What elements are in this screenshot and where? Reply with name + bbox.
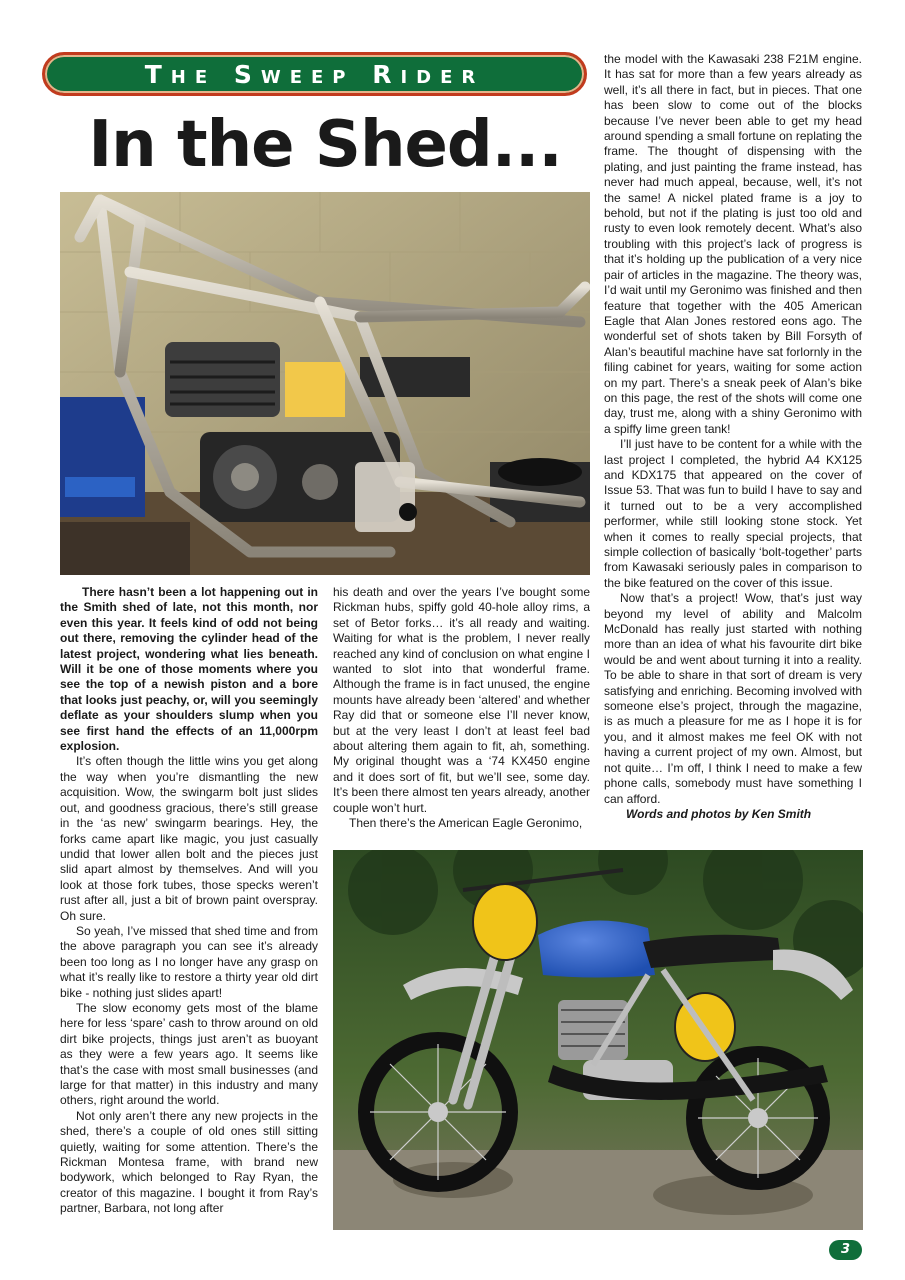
motorcycle-photo-illustration	[333, 850, 863, 1230]
photo-credit: Words and photos by Ken Smith	[626, 806, 812, 821]
article-column-3	[604, 52, 862, 822]
frame-photo	[60, 192, 590, 575]
page-number: 3	[829, 1240, 862, 1260]
section-banner	[42, 52, 587, 96]
paragraph: the model with the Kawasaki 238 F21M engine. It has sat for more than a few years already as well, it’s all there in fact, but in pieces. That one has been slow to come out of the blocks because I’ve never been able to get my head around spending a small fortune on replating the frame. The thought of dispensing with the plating, and just painting the frame instead, has never had much appeal, because, well, it’s not the same! A nickel plated frame is a joy to behold, but not if the plating is just too old and rusty to even look remotely decent. What’s also troubling with this project’s lack of progress is that it’s holding up the publication of a very nice pair of articles in the magazine. The theory was, I’d wait until my Geronimo was finished and then feature that together with the 405 American Eagle that Alan Jones restored eons ago. The wonderful set of shots taken by Bill Forsyth of Alan’s beautiful machine have sat forlornly in the filing cabinet for years, waiting for some action on my part. There’s a sneak peek of Alan’s bike on this page, the rest of the shots will come one day, trust me, along with a shiny Geronimo with a spiffy lime green tank!	[604, 52, 862, 436]
lead-paragraph: There hasn’t been a lot happening out in the Smith shed of late, not this month, nor even this year. It feels kind of odd not being out there, removing the cylinder head of the latest project, wondering what lies beneath. Will it be one of those moments where you see the top of a newish piston and a bore that looks just peachy, or, will you seemingly deflate as your shoulders slump when you see first hand the effects of an 11,000rpm explosion.	[60, 585, 318, 754]
paragraph: The slow economy gets most of the blame here for less ‘spare’ cash to throw around on old dirt bike projects, things just aren’t as buoyant as they were a few years ago. It seems like that’s the case with most small businesses (and large for that matter) in this industry and many others, right around the world.	[60, 1000, 318, 1108]
paragraph: Then there’s the American Eagle Geronimo,	[349, 816, 583, 831]
paragraph: Now that’s a project! Wow, that’s just way beyond my level of ability and Malcolm McDonald has really just started with nothing more than an idea of what his favourite dirt bike would be and went about turning it into a reality. To be able to share in that sort of dream is very satisfying and enriching. Becoming involved with someone else’s project, through the magazine, is as much a pleasure for me as I hope it is for you, and it almost makes me feel OK with not having a current project of my own. Almost, but not quite… I’m off, I think I need to make a few phone calls, somebody must have something I can afford.	[604, 591, 862, 806]
paragraph: I’ll just have to be content for a while with the last project I completed, the hybrid A4 KX125 and KDX175 that appeared on the cover of Issue 53. That was fun to build I have to say and it turned out to be a very accomplished performer, while still looking stone stock. Yet when it comes to really special projects, that simple collection of basically ‘bolt-together’ parts from Kawasaki seriously pales in comparison to the bike featured on the cover of this issue.	[604, 437, 862, 590]
motorcycle-photo	[333, 850, 863, 1230]
frame-photo-illustration	[60, 192, 590, 575]
article-column-1	[60, 585, 318, 1217]
paragraph: Not only aren’t there any new projects in the shed, there’s a couple of old ones still sitting quietly, waiting for some attention. There’s the Rickman Montesa frame, with brand new bodywork, which belonged to Ray Ryan, the creator of this magazine. I bought it from Ray’s partner, Barbara, not long after	[60, 1108, 318, 1216]
article-column-2	[333, 585, 590, 832]
paragraph: his death and over the years I’ve bought some Rickman hubs, spiffy gold 40-hole alloy rims, a set of Betor forks… it’s all ready and waiting. Waiting for what is the problem, I never really reached any kind of conclusion on what engine I wanted to slot into that wonderful frame. Although the frame is in fact unused, the engine mounts have already been ‘altered’ and whether Ray did that or someone else I’ll never know, but at the very least I don’t at least feel bad about altering them again to fit, ah, something. My original thought was a ‘74 KX450 engine and it does sort of fit, but we’ll see, some day. It’s been there almost ten years already, another couple won’t hurt.	[333, 585, 590, 815]
section-title: The Sweep Rider	[144, 59, 485, 89]
article-headline: In the Shed...	[88, 108, 562, 182]
paragraph: It’s often though the little wins you get along the way when you’re dismantling the new acquisition. Wow, the swingarm bolt just slides out, and goodness gracious, there’s still grease in the ‘as new’ swingarm bearings. Hey, the forks came apart like magic, you just casually undid that lower allen bolt and the pieces just slid apart almost by themselves. And will you look at those fork tubes, those specks weren’t rust after all, just a bit of brown paint overspray. Oh sure.	[60, 754, 318, 923]
paragraph: So yeah, I’ve missed that shed time and from the above paragraph you can see it’s already been too long as I no longer have any grasp on what it’s really like to restore a thirty year old dirt bike - nothing just slides apart!	[60, 923, 318, 1000]
